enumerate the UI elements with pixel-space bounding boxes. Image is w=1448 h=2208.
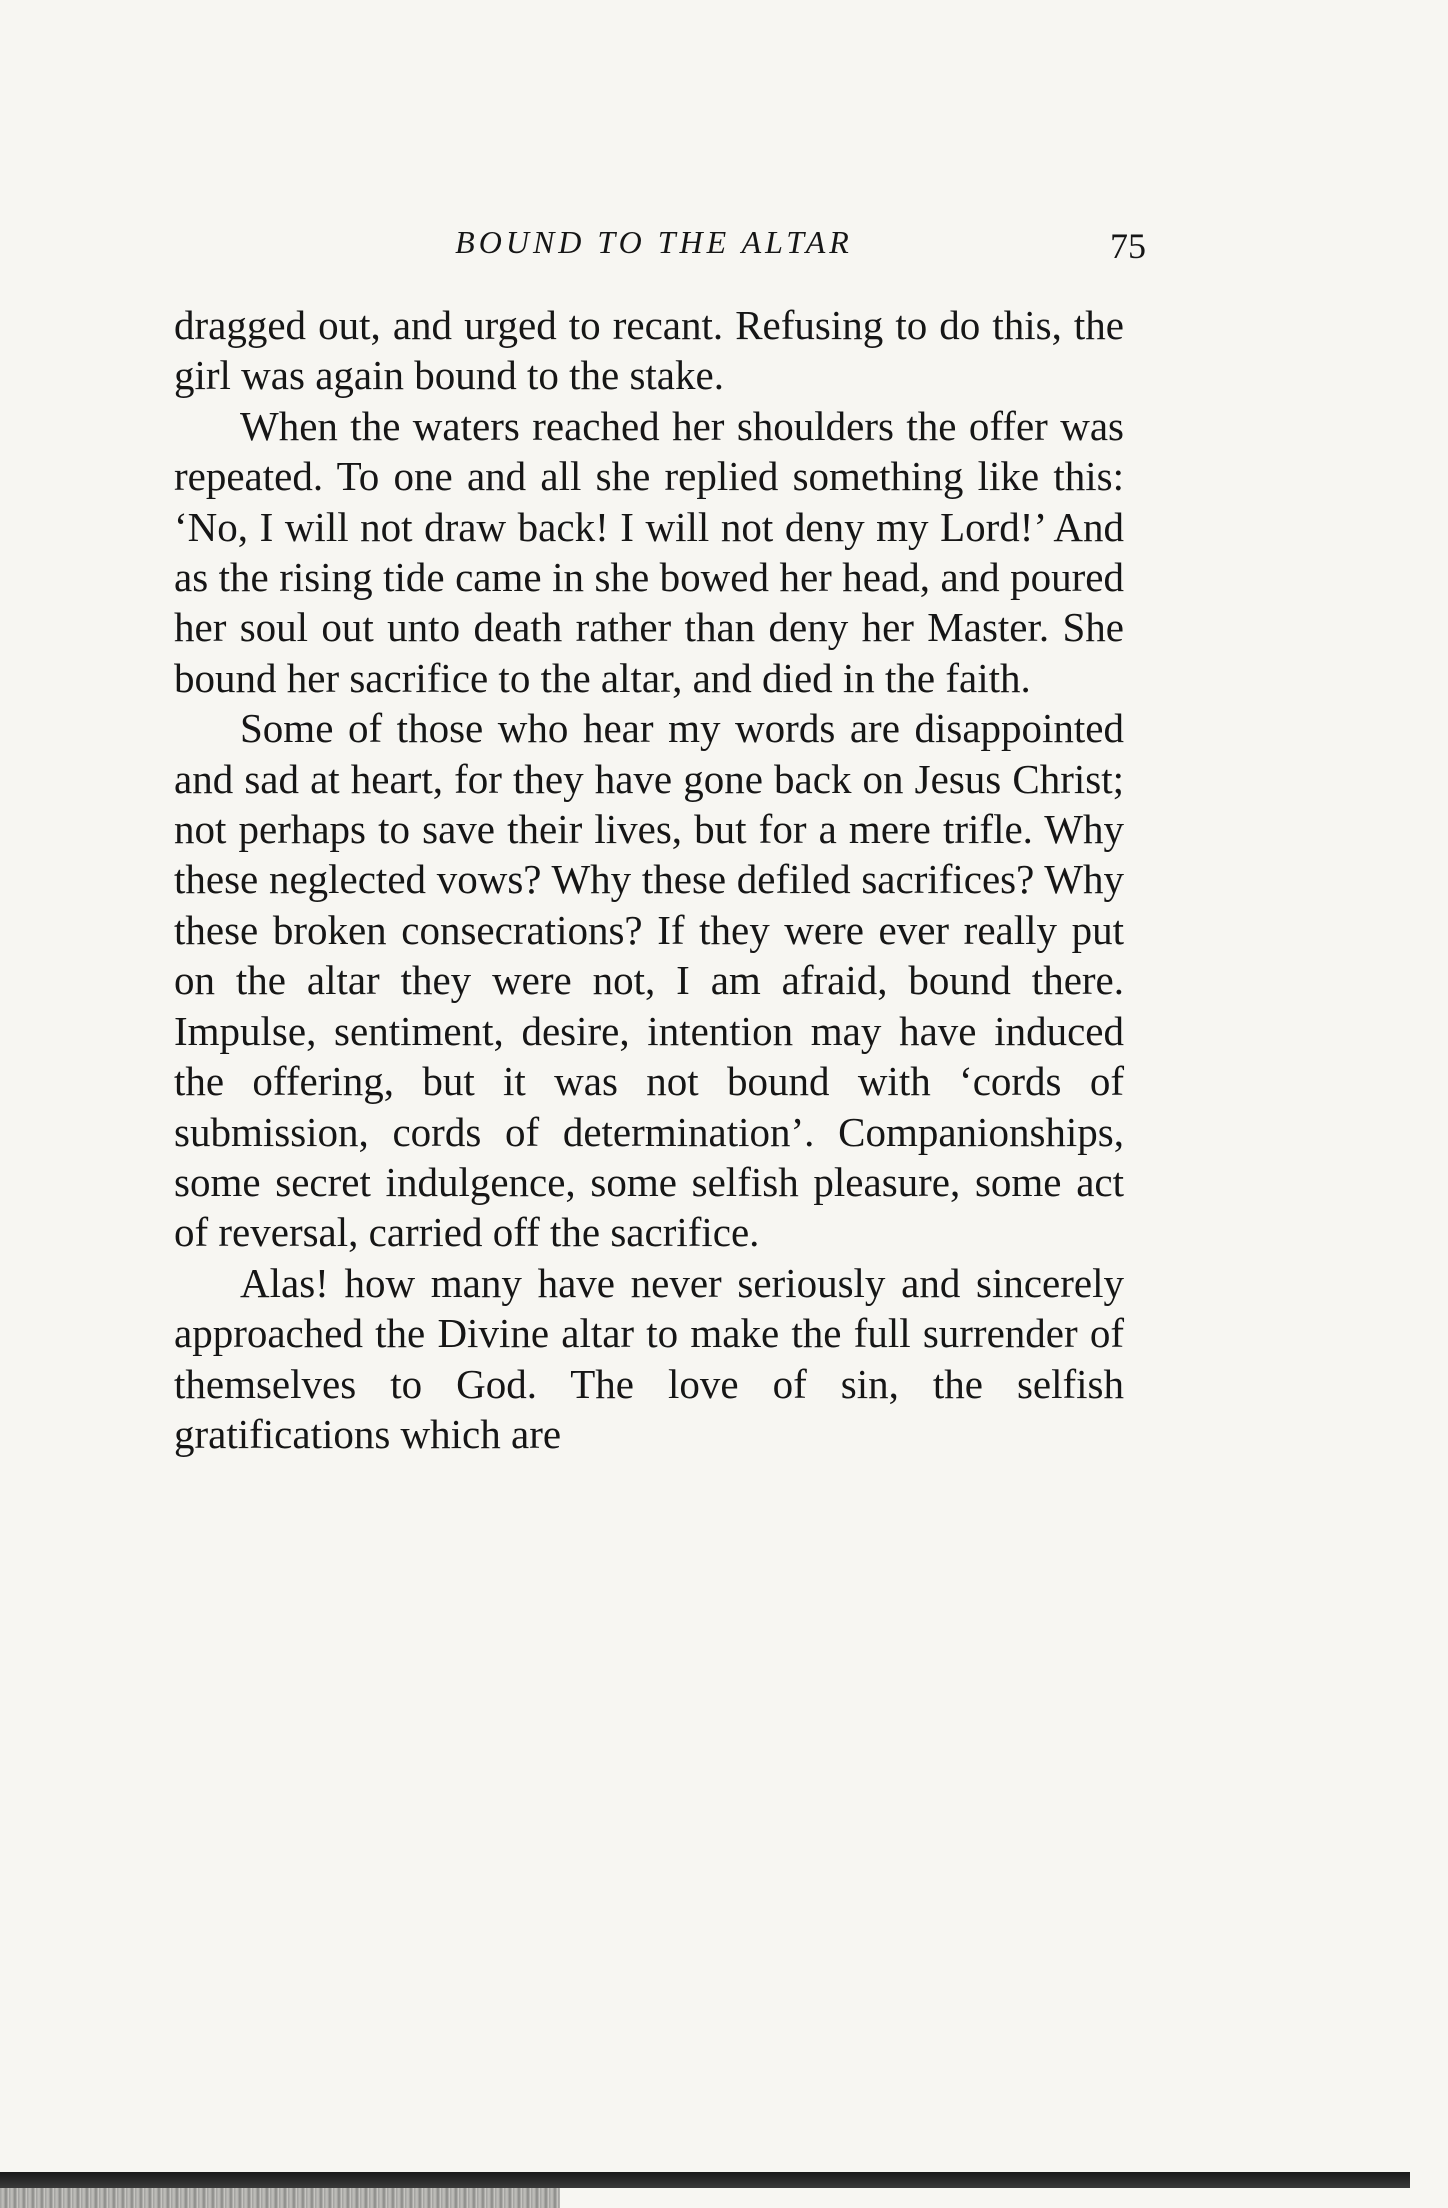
running-head [174,212,1146,272]
running-title: BOUND TO THE ALTAR [455,224,853,260]
paragraph: When the waters reached her shoulders the offer was repeated. To one and all she replied something like this: ‘No, I will not draw back! I will not deny my Lord!’ And as the rising tide came in she bowed her head, and poured her soul out unto death rather than deny her Master. She bound her sacrifice to the altar, and died in the faith. [174,402,1124,701]
page-number: 75 [1110,226,1146,266]
scan-edge-rule [0,2172,1410,2188]
paragraph: Some of those who hear my words are disappointed and sad at heart, for they have gone back on Jesus Christ; not perhaps to save their lives, but for a mere trifle. Why these neglected vows? Why these defiled sacrifices? Why these broken consecrations? If they were ever really put on the altar they were not, I am afraid, bound there. Impulse, sentiment, desire, intention may have induced the offering, but it was not bound with ‘cords of submission, cords of determination’. Companionships, some secret indulgence, some selfish pleasure, some act of reversal, carried off the sacrifice. [174,705,1124,1256]
paragraph: Alas! how many have never seriously and sincerely approached the Divine altar to make the full surrender of themselves to God. The love of sin, the selfish gratifications which are [174,1259,1124,1457]
paragraph-continuation: dragged out, and urged to recant. Refusing to do this, the girl was again bound to the stake. [174,302,1124,399]
scan-edge-noise [0,2188,560,2208]
body-text [174,300,1124,1459]
